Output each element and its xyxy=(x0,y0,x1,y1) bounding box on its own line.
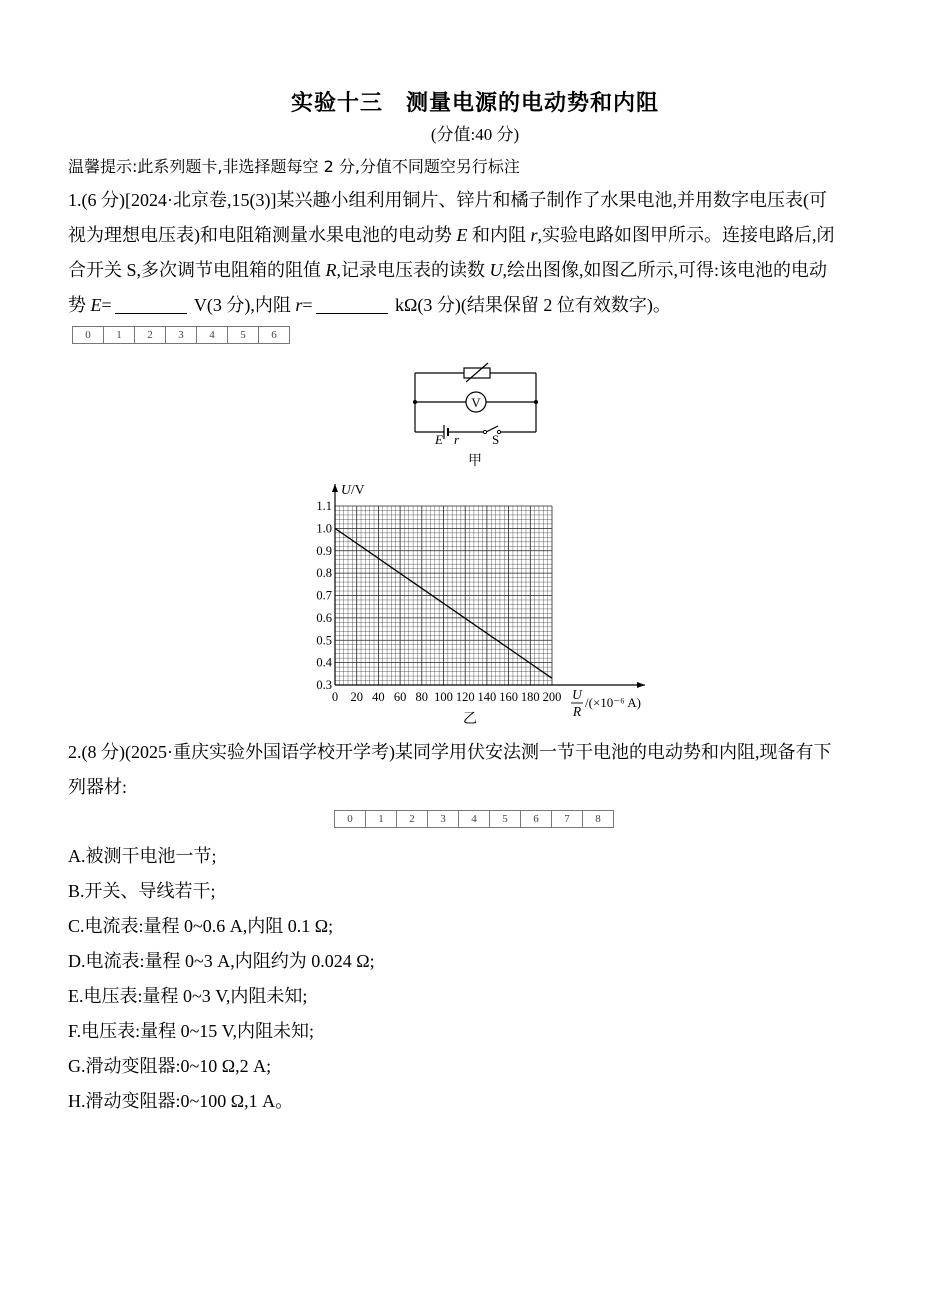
ruler-cell: 7 xyxy=(552,811,583,827)
x-tick-label: 140 xyxy=(477,690,497,704)
y-tick-label: 0.9 xyxy=(316,543,332,558)
ruler-cell: 3 xyxy=(428,811,459,827)
q1-line-4: 势 E= V(3 分),内阻 r= kΩ(3 分)(结果保留 2 位有效数字)。 xyxy=(68,295,671,315)
ruler-cell: 1 xyxy=(104,327,135,343)
ruler-cell: 5 xyxy=(490,811,521,827)
ruler-cell: 4 xyxy=(197,327,228,343)
equipment-option: F.电压表:量程 0~15 V,内阻未知; xyxy=(68,1021,314,1041)
ruler-cell: 0 xyxy=(73,327,104,343)
u-ur-chart xyxy=(300,478,660,728)
y-tick-label: 0.4 xyxy=(316,655,332,670)
q2-line-1: 2.(8 分)(2025·重庆实验外国语学校开学考)某同学用伏安法测一节干电池的电动势和内阻,现备有下 xyxy=(68,742,832,762)
y-tick-label: 0.6 xyxy=(316,610,332,625)
y-tick-label: 1.1 xyxy=(316,499,332,513)
ruler-cell: 8 xyxy=(595,813,601,825)
ruler-cell: 0 xyxy=(335,811,366,827)
y-axis-label-unit: /V xyxy=(351,482,365,497)
q1-line-2: 视为理想电压表)和电阻箱测量水果电池的电动势 E 和内阻 r,实验电路如图甲所示。连接电路后,闭 xyxy=(68,225,835,245)
y-axis-arrow xyxy=(332,484,338,492)
equipment-option: D.电流表:量程 0~3 A,内阻约为 0.024 Ω; xyxy=(68,951,375,971)
x-tick-label: 200 xyxy=(542,690,562,704)
switch-label-S: S xyxy=(492,432,500,447)
battery-label-r: r xyxy=(454,432,460,447)
question-2 xyxy=(68,735,884,805)
question-1 xyxy=(68,183,884,323)
ruler-cell: 3 xyxy=(166,327,197,343)
x-tick-label: 0 xyxy=(331,690,339,704)
ruler-cell: 5 xyxy=(228,327,259,343)
score-note: (分值:40 分) xyxy=(430,125,520,144)
switch-pivot xyxy=(483,430,486,433)
q1-line-1: 1.(6 分)[2024·北京卷,15(3)]某兴趣小组利用铜片、锌片和橘子制作了水果电池,并用数字电压表(可 xyxy=(68,190,827,210)
x-tick-label: 160 xyxy=(499,690,518,704)
q2-line-2: 列器材: xyxy=(68,777,128,797)
y-tick-label: 0.8 xyxy=(316,566,332,581)
variable-arrow xyxy=(466,363,488,382)
answer-blank-E[interactable] xyxy=(115,293,187,314)
tip-text: 温馨提示:此系列题卡,非选择题每空 2 分,分值不同题空另行标注 xyxy=(68,157,520,176)
junction-right xyxy=(534,400,538,404)
voltmeter-label: V xyxy=(471,395,481,410)
x-axis-label-denominator: R xyxy=(572,704,582,719)
score-ruler-q2 xyxy=(334,810,614,828)
ruler-cell: 4 xyxy=(459,811,490,827)
x-tick-label: 60 xyxy=(393,690,407,704)
battery-label-E: E xyxy=(435,432,443,447)
x-tick-label: 80 xyxy=(415,690,429,704)
y-tick-label: 0.5 xyxy=(316,633,332,648)
equipment-option: E.电压表:量程 0~3 V,内阻未知; xyxy=(68,986,308,1006)
chart-caption: 乙 xyxy=(463,712,477,727)
x-tick-label: 20 xyxy=(350,690,363,704)
page-title: 实验十三 测量电源的电动势和内阻 xyxy=(290,91,659,116)
ruler-cell: 2 xyxy=(397,811,428,827)
circuit-caption: 甲 xyxy=(468,454,482,469)
y-axis-label-var: U xyxy=(341,482,351,497)
junction-left xyxy=(413,400,417,404)
score-ruler-q1 xyxy=(72,326,290,344)
ruler-cell: 1 xyxy=(366,811,397,827)
x-axis-label-unit: /(×10⁻⁶ A) xyxy=(585,695,641,710)
q1-line-3: 合开关 S,多次调节电阻箱的阻值 R,记录电压表的读数 U,绘出图像,如图乙所示,可得:该电池的电动 xyxy=(68,260,828,280)
equipment-option: H.滑动变阻器:0~100 Ω,1 A。 xyxy=(68,1091,294,1111)
equipment-option: A.被测干电池一节; xyxy=(68,846,217,866)
x-tick-label: 100 xyxy=(434,690,453,704)
x-tick-label: 180 xyxy=(520,690,540,704)
x-tick-label: 40 xyxy=(372,690,385,704)
equipment-option: C.电流表:量程 0~0.6 A,内阻 0.1 Ω; xyxy=(68,916,334,936)
x-axis-arrow xyxy=(637,682,645,688)
x-tick-label: 120 xyxy=(455,690,475,704)
equipment-option: B.开关、导线若干; xyxy=(68,881,216,901)
y-tick-label: 0.3 xyxy=(316,678,332,692)
answer-blank-r[interactable] xyxy=(316,293,388,314)
y-tick-label: 0.7 xyxy=(316,588,332,603)
x-axis-label-numerator: U xyxy=(572,687,582,702)
equipment-option: G.滑动变阻器:0~10 Ω,2 A; xyxy=(68,1056,272,1076)
ruler-cell: 2 xyxy=(135,327,166,343)
circuit-diagram xyxy=(400,362,550,472)
y-tick-label: 1.0 xyxy=(316,521,332,536)
ruler-cell: 6 xyxy=(521,811,552,827)
ruler-cell: 6 xyxy=(271,329,277,341)
